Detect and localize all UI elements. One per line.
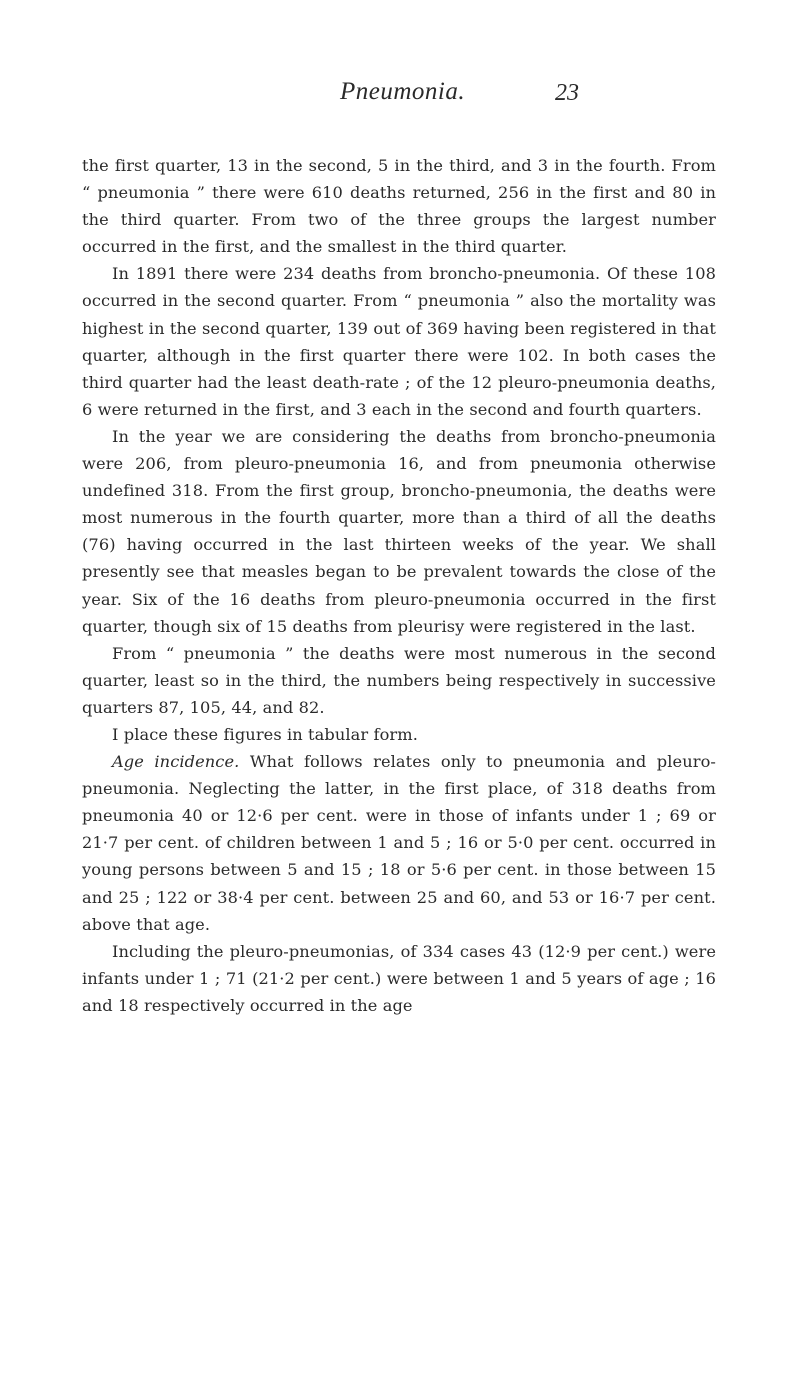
paragraph-age-incidence — [82, 748, 716, 938]
body-text — [82, 152, 716, 1019]
paragraph-current-year: In the year we are considering the deaths from broncho-pneumonia were 206, from pleuro-pneumonia 16, and from pneumonia otherwise undefined 318. From the first group, broncho-pneumonia, the deaths were most numerous in the fourth quarter, more than a third of all the deaths (76) having occurred in the last thirteen weeks of the year. We shall presently see that measles began to be prevalent towards the close of the year. Six of the 16 deaths from pleuro-pneumonia occurred in the first quarter, though six of 15 deaths from pleurisy were registered in the last. — [82, 426, 716, 636]
paragraph-pneumonia-quarters: From “ pneumonia ” the deaths were most numerous in the second quarter, least so in the third, the numbers being respectively in successive quarters 87, 105, 44, and 82. — [82, 643, 716, 717]
age-incidence-heading: Age incidence. — [112, 752, 240, 772]
running-head — [0, 78, 800, 114]
paragraph-1891: In 1891 there were 234 deaths from broncho-pneumonia. Of these 108 occurred in the second quarter. From “ pneumonia ” also the mortality was highest in the second quarter, 139 out of 369 having been registered in that quarter, although in the first quarter there were 102. In both cases the third quarter had the least death-rate ; of the 12 pleuro-pneumonia deaths, 6 were returned in the first, and 3 each in the second and fourth quarters. — [82, 264, 716, 419]
page-number: 23 — [555, 80, 579, 106]
paragraph-including-pleuro: Including the pleuro-pneumonias, of 334 cases 43 (12·9 per cent.) were infants under 1 ; 71 (21·2 per cent.) were between 1 and 5 years of age ; 16 and 18 respectively occurred in the age — [82, 941, 716, 1015]
paragraph-tabular-form: I place these figures in tabular form. — [112, 724, 418, 744]
running-title: Pneumonia. — [340, 78, 466, 105]
age-incidence-text: What follows relates only to pneumonia and pleuro-pneumonia. Neglecting the latter, in the first place, of 318 deaths from pneumonia 40 or 12·6 per cent. were in those of infants under 1 ; 69 or 21·7 per cent. of children between 1 and 5 ; 16 or 5·0 per cent. occurred in young persons between 5 and 15 ; 18 or 5·6 per cent. in those between 15 and 25 ; 122 or 38·4 per cent. between 25 and 60, and 53 or 16·7 per cent. above that age. — [82, 752, 716, 934]
paragraph-continued: the first quarter, 13 in the second, 5 in the third, and 3 in the fourth. From “ pneumonia ” there were 610 deaths returned, 256 in the first and 80 in the third quarter. From two of the three groups the largest number occurred in the first, and the smallest in the third quarter. — [82, 156, 716, 257]
